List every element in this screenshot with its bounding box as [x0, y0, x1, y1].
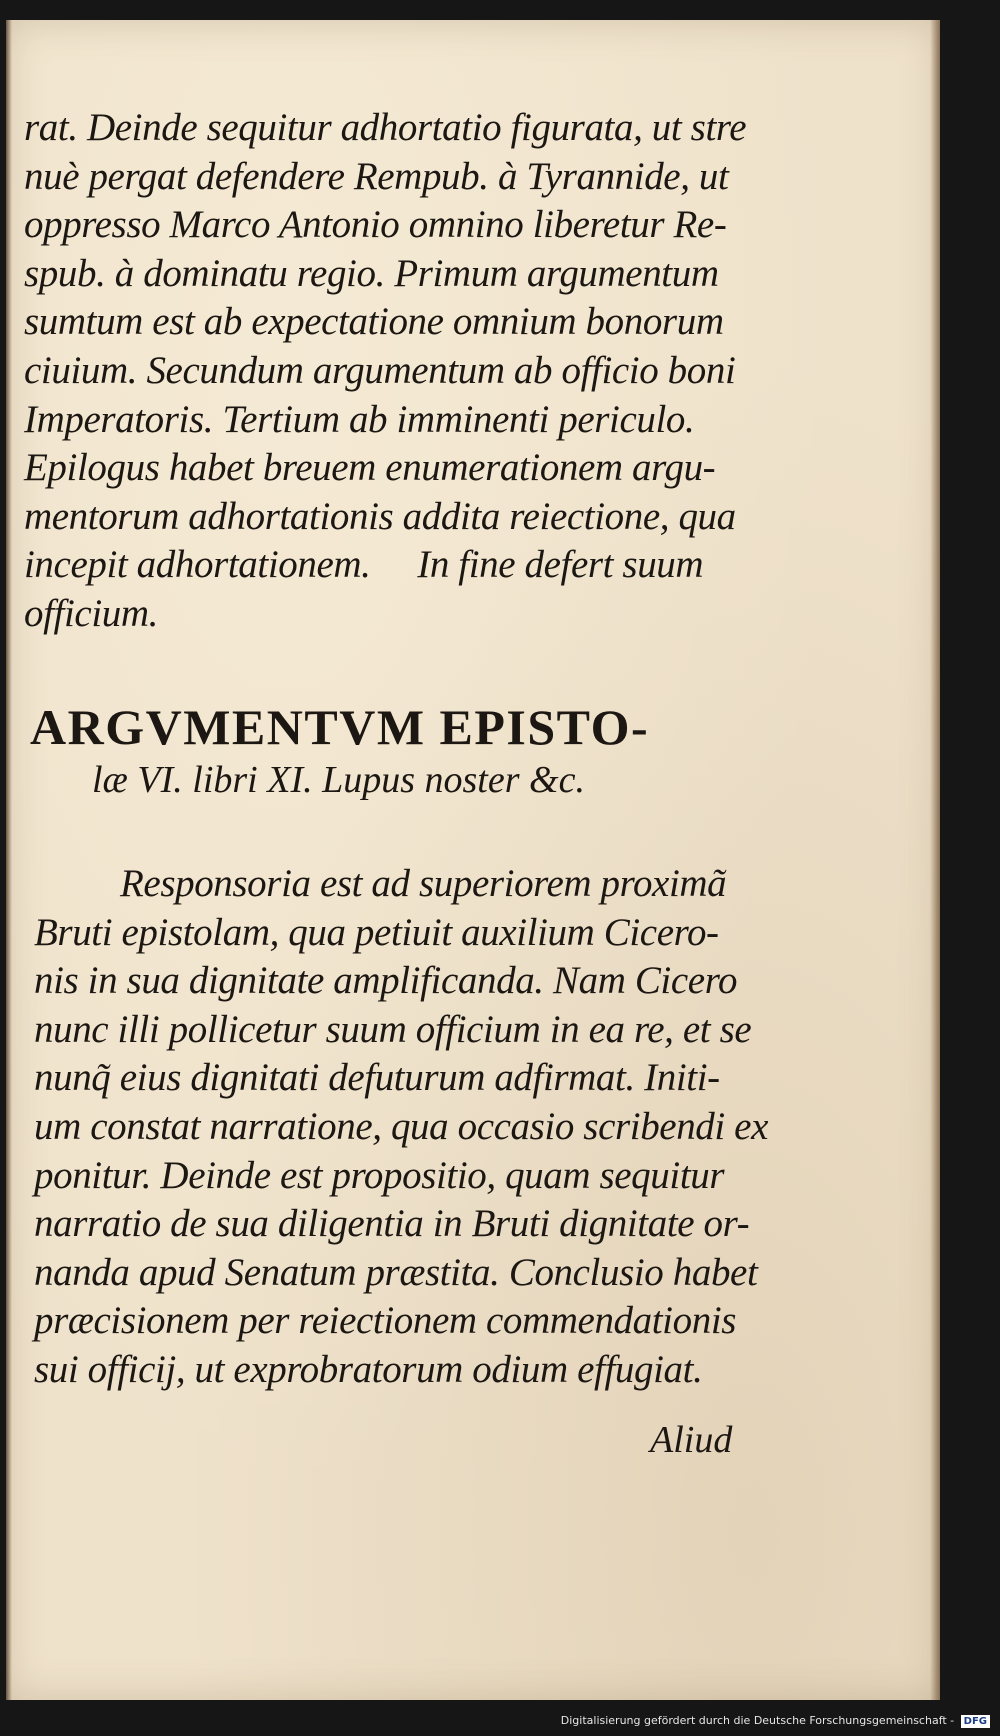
text-line: nuè pergat defendere Rempub. à Tyrannide, ut: [24, 154, 729, 198]
text-line: Bruti epistolam, qua petiuit auxilium Cicero-: [34, 910, 719, 954]
paragraph-argument: [34, 860, 769, 1395]
text-line: oppresso Marco Antonio omnino liberetur Re-: [24, 203, 727, 247]
text-line: nanda apud Senatum præstita. Conclusio habet: [34, 1250, 758, 1294]
credit-text: Digitalisierung gefördert durch die Deutsche Forschungsgemeinschaft -: [560, 1714, 955, 1727]
page-edge-shadow: [930, 20, 940, 1700]
text-line: spub. à dominatu regio. Primum argumentum: [24, 251, 719, 295]
text-line: Imperatoris. Tertium ab imminenti periculo.: [24, 397, 695, 441]
text-line: sui officij, ut exprobratorum odium effugiat.: [34, 1347, 703, 1391]
text-line: um constat narratione, qua occasio scribendi ex: [34, 1104, 769, 1148]
text-line: Responsoria est ad superiorem proximã: [120, 862, 727, 905]
text-line: rat. Deinde sequitur adhortatio figurata, ut stre: [24, 106, 747, 149]
text-line: sumtum est ab expectatione omnium bonorum: [24, 300, 724, 344]
text-line: ponitur. Deinde est propositio, quam sequitur: [34, 1153, 725, 1197]
page-gutter-shadow: [6, 20, 12, 1700]
catchword: Aliud: [650, 1419, 733, 1461]
text-line: nunq̃ eius dignitati defuturum adfirmat. Initi-: [34, 1056, 720, 1100]
text-line: nis in sua dignitate amplificanda. Nam Cicero: [34, 959, 738, 1003]
paragraph-continued: [24, 104, 747, 639]
text-line: incepit adhortationem. In fine defert suum: [24, 543, 704, 587]
digitization-credit: [0, 1714, 990, 1728]
section-heading: ARGVMENTVM EPISTO-: [30, 699, 650, 755]
text-line: officium.: [24, 591, 158, 635]
text-line: narratio de sua diligentia in Bruti dignitate or-: [34, 1202, 750, 1246]
dfg-logo-icon: DFG: [961, 1715, 990, 1728]
text-line: mentorum adhortationis addita reiectione, qua: [24, 494, 736, 538]
section-subheading: læ VI. libri XI. Lupus noster &c.: [92, 759, 585, 801]
text-line: ciuium. Secundum argumentum ab officio boni: [24, 348, 736, 392]
text-line: Epilogus habet breuem enumerationem argu-: [24, 446, 716, 490]
text-line: nunc illi pollicetur suum officium in ea re, et se: [34, 1007, 752, 1051]
text-line: præcisionem per reiectionem commendationis: [34, 1299, 737, 1343]
